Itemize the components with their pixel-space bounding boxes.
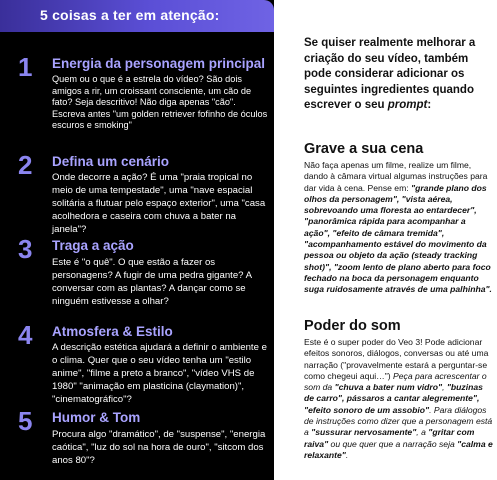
sound-example: "sussurar nervosamente" [311,427,417,438]
tip-body: Onde decorre a ação? É uma "praia tropical no meio de uma tempestade", uma "nave espacial solitária a flutuar pelo espaço exterior", uma "casa acolhedora e caseira com chuva a bater na janela"? [52,172,266,235]
sound-text: . [345,449,349,460]
sound-text: , [442,382,447,393]
sound-text: ou que quer que a narração seja [328,438,458,449]
intro-main: Se quiser realmente melhorar a criação do seu vídeo, também pode considerar adicionar os seguintes ingredientes quando escrever o seu [304,37,476,111]
tips-header-title: 5 coisas a ter em atenção: [40,7,220,23]
tip-body: A descrição estética ajudará a definir o ambiente e o clima. Quer que o seu vídeo tenha um "estilo anime", "filme a preto a branco", "vídeo VHS de 1980" "animação em plasticina (claymation)", "cinematográfico"? [52,342,267,405]
tip-number: 4 [18,320,33,350]
section-body-camera [304,160,494,296]
tip-number: 2 [18,150,33,180]
ingredients-panel [300,0,497,480]
sound-example: "gritar com raiva" [304,427,475,449]
tip-number: 3 [18,234,33,264]
tip-number: 5 [18,406,33,436]
tips-header-bar [0,0,274,32]
sound-text: , pássaros a cantar alegremente", [342,393,480,404]
sound-text: Peça para acrescentar o som da [304,370,487,393]
tip-number: 1 [18,52,33,82]
section-lead: Este é o super poder do Veo 3! Pode adicionar efeitos sonoros, diálogos, conversas ou até uma narração ("provavelmente estará a perguntar-se como chegeui aqui…") [304,337,489,381]
section-title-camera: Grave a sua cena [304,141,424,157]
section-lead: Não faça apenas um filme, realize um filme, dando à câmara virtual algumas instruções para dar vida à cena. Pense em: [304,160,488,193]
camera-examples: "grande plano dos olhos da personagem", "vista aérea, sobrevoando uma floresta ao entardecer", "panorâmica rápida para acompanhar a ação", "efeito de câmara tremida", "acompanhamento estável do movimento da pessoa ou objeto da ação (steady tracking shot)", "zoom lento de plano aberto para foco fechado na boca da personagem enquanto suga ruidosamente através de uma palhinha". [304,182,492,295]
tip-title: Humor & Tom [52,410,141,425]
sound-text: . Para diálogos de instruções como dizer que a personagem está a [304,404,493,438]
tip-title: Traga a ação [52,238,134,253]
tip-title: Defina um cenário [52,154,170,169]
section-body-sound [304,337,494,461]
intro-end: : [427,99,432,111]
tip-title: Atmosfera & Estilo [52,324,173,339]
section-title-sound: Poder do som [304,318,401,334]
tip-body: Este é "o quê". O que estão a fazer os personagens? A fugir de uma pedra gigante? A conversar com as plantas? A dançar como se ninguém estivesse a olhar? [52,257,252,307]
intro-text [304,36,494,114]
sound-example: "chuva a bater num vidro" [334,382,443,393]
sound-example: "calma e relaxante" [304,438,493,460]
intro-emphasis: prompt [387,99,428,111]
sound-example: "buzinas de carro" [304,382,483,404]
tip-body: Procura algo "dramático", de "suspense", "energia caótica", "luz do sol na hora de ouro", "sitcom dos anos 80"? [52,429,266,466]
sound-text: , a [416,427,429,438]
tip-body: Quem ou o que é a estrela do vídeo? São dois amigos a rir, um croissant consciente, um cão de fato? Seja descritivo! Não diga apenas "cão". Escreva antes "um golden retriever fofinho de óculos escuros e smoking" [52,74,268,131]
tip-title: Energia da personagem principal [52,56,266,71]
sound-example: "efeito sonoro de um assobio" [304,404,430,415]
